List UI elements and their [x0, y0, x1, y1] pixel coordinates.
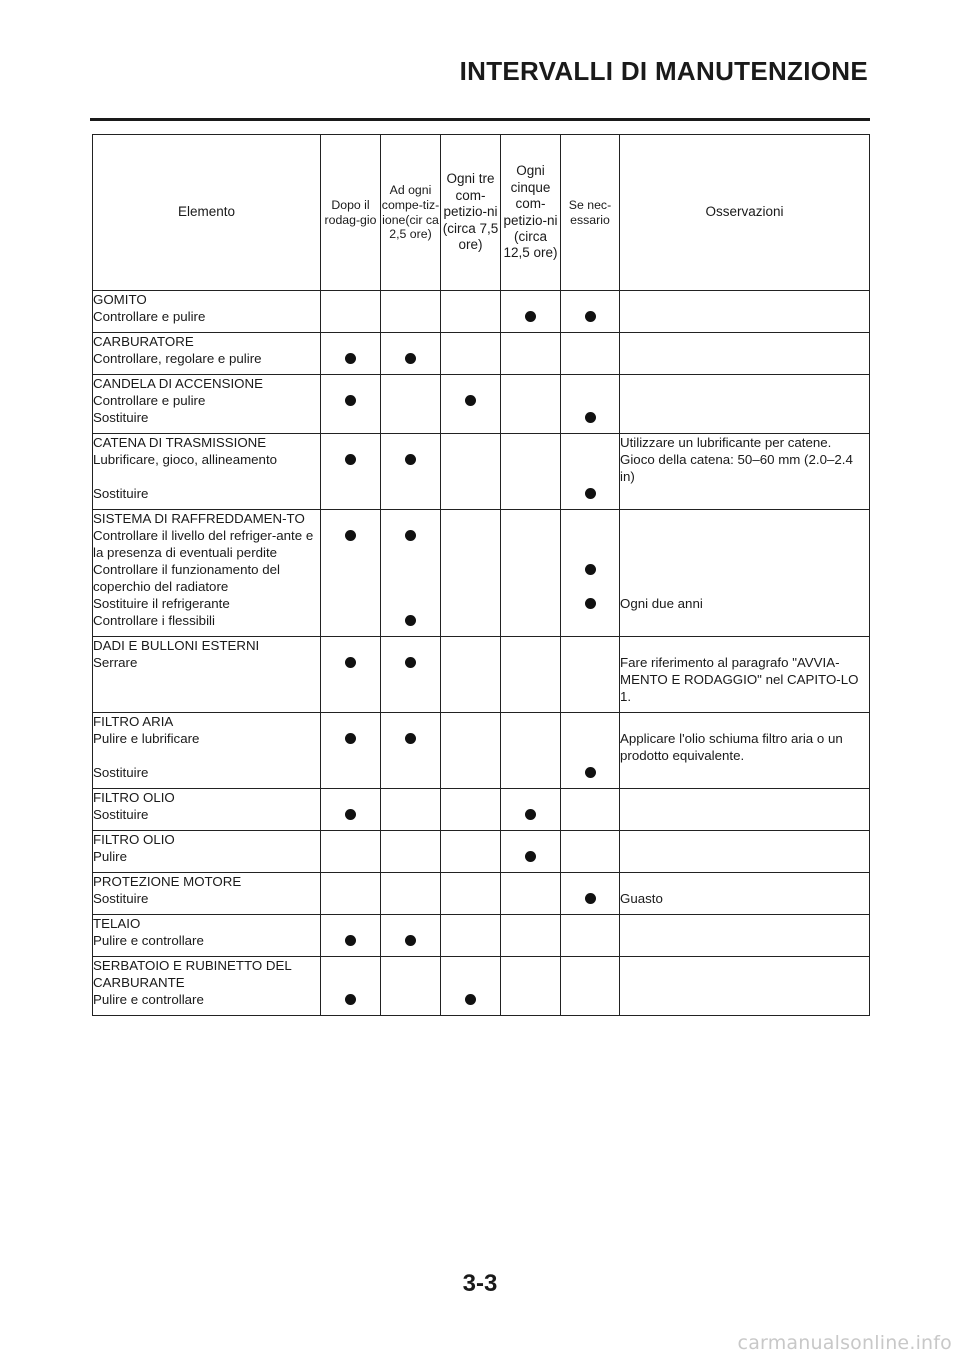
table-row: [93, 485, 870, 510]
bullet-dot-icon: [345, 994, 356, 1005]
item-label: Sostituire il refrigerante: [93, 595, 321, 612]
group-note: [620, 831, 870, 849]
group-header-row: [93, 637, 870, 655]
empty-cell: [501, 510, 561, 528]
table-group: [93, 291, 870, 333]
bullet-dot-icon: [345, 657, 356, 668]
group-name: PROTEZIONE MOTORE: [93, 873, 321, 891]
item-label: Controllare, regolare e pulire: [93, 350, 321, 375]
group-note: [620, 915, 870, 933]
table-group: [93, 637, 870, 713]
page-title: INTERVALLI DI MANUTENZIONE: [459, 56, 868, 86]
table-group: [93, 831, 870, 873]
bullet-dot-icon: [585, 488, 596, 499]
item-note: [620, 848, 870, 873]
interval-cell: [501, 561, 561, 595]
bullet-dot-icon: [585, 311, 596, 322]
header-element: Elemento: [93, 135, 321, 291]
interval-cell: [321, 451, 381, 485]
table-row: [93, 730, 870, 764]
empty-cell: [321, 713, 381, 731]
group-note: [620, 789, 870, 807]
empty-cell: [321, 333, 381, 351]
interval-cell: [501, 485, 561, 510]
empty-cell: [381, 831, 441, 849]
empty-cell: [441, 873, 501, 891]
table-group: [93, 333, 870, 375]
item-label: Serrare: [93, 654, 321, 713]
table-row: [93, 451, 870, 485]
interval-cell: [501, 595, 561, 612]
group-header-row: [93, 713, 870, 731]
item-note: Ogni due anni: [620, 595, 870, 612]
empty-cell: [321, 510, 381, 528]
empty-cell: [501, 333, 561, 351]
interval-cell: [321, 848, 381, 873]
interval-cell: [441, 890, 501, 915]
interval-cell: [561, 561, 620, 595]
interval-cell: [321, 392, 381, 409]
bullet-dot-icon: [405, 733, 416, 744]
empty-cell: [381, 333, 441, 351]
interval-cell: [381, 764, 441, 789]
group-note: [620, 375, 870, 393]
interval-cell: [561, 409, 620, 434]
item-note: [620, 561, 870, 595]
interval-cell: [561, 848, 620, 873]
header-break-in: Dopo il rodag-gio: [321, 135, 381, 291]
bullet-dot-icon: [345, 935, 356, 946]
bullet-dot-icon: [585, 564, 596, 575]
bullet-dot-icon: [405, 530, 416, 541]
header-remarks: Osservazioni: [620, 135, 870, 291]
table-row: [93, 654, 870, 713]
item-label: Sostituire: [93, 806, 321, 831]
interval-cell: [381, 932, 441, 957]
interval-cell: [561, 991, 620, 1016]
interval-cell: [561, 595, 620, 612]
item-note: [620, 308, 870, 333]
empty-cell: [381, 637, 441, 655]
interval-cell: [441, 991, 501, 1016]
table-row: [93, 527, 870, 561]
group-name: CATENA DI TRASMISSIONE: [93, 434, 321, 452]
interval-cell: [441, 730, 501, 764]
group-header-row: [93, 831, 870, 849]
item-note: [620, 392, 870, 409]
table-group: [93, 510, 870, 637]
item-label: Pulire: [93, 848, 321, 873]
empty-cell: [501, 637, 561, 655]
bullet-dot-icon: [345, 809, 356, 820]
group-name: TELAIO: [93, 915, 321, 933]
empty-cell: [441, 957, 501, 992]
interval-cell: [381, 730, 441, 764]
empty-cell: [381, 873, 441, 891]
empty-cell: [561, 831, 620, 849]
empty-cell: [381, 957, 441, 992]
interval-cell: [321, 595, 381, 612]
item-note: [620, 485, 870, 510]
interval-cell: [561, 485, 620, 510]
table-group: [93, 957, 870, 1016]
interval-cell: [381, 409, 441, 434]
group-name: FILTRO ARIA: [93, 713, 321, 731]
interval-cell: [501, 806, 561, 831]
header-row: [93, 135, 870, 291]
interval-cell: [561, 932, 620, 957]
group-header-row: [93, 510, 870, 528]
item-note: [620, 527, 870, 561]
item-label: Sostituire: [93, 890, 321, 915]
interval-cell: [441, 527, 501, 561]
empty-cell: [561, 873, 620, 891]
interval-cell: [441, 485, 501, 510]
interval-cell: [381, 654, 441, 713]
item-note: [620, 409, 870, 434]
empty-cell: [321, 637, 381, 655]
interval-cell: [501, 392, 561, 409]
group-note: [620, 957, 870, 992]
bullet-dot-icon: [525, 851, 536, 862]
bullet-dot-icon: [345, 733, 356, 744]
watermark: carmanualsonline.info: [737, 1332, 952, 1354]
interval-cell: [381, 890, 441, 915]
interval-cell: [381, 848, 441, 873]
empty-cell: [561, 713, 620, 731]
bullet-dot-icon: [525, 809, 536, 820]
empty-cell: [561, 333, 620, 351]
interval-cell: [561, 806, 620, 831]
bullet-dot-icon: [465, 395, 476, 406]
table-row: [93, 806, 870, 831]
group-header-row: [93, 291, 870, 309]
interval-cell: [561, 612, 620, 637]
empty-cell: [441, 434, 501, 452]
group-header-row: [93, 873, 870, 891]
empty-cell: [441, 789, 501, 807]
bullet-dot-icon: [405, 353, 416, 364]
group-header-row: [93, 789, 870, 807]
empty-cell: [381, 713, 441, 731]
interval-cell: [561, 764, 620, 789]
group-name: CARBURATORE: [93, 333, 321, 351]
table-row: [93, 392, 870, 409]
item-label: Controllare e pulire: [93, 308, 321, 333]
item-label: Pulire e lubrificare: [93, 730, 321, 764]
bullet-dot-icon: [345, 530, 356, 541]
interval-cell: [501, 451, 561, 485]
empty-cell: [501, 434, 561, 452]
table-group: [93, 375, 870, 434]
interval-cell: [441, 764, 501, 789]
interval-cell: [561, 451, 620, 485]
empty-cell: [321, 873, 381, 891]
interval-cell: [561, 730, 620, 764]
item-note: [620, 991, 870, 1016]
empty-cell: [561, 375, 620, 393]
empty-cell: [561, 291, 620, 309]
interval-cell: [561, 654, 620, 713]
empty-cell: [441, 713, 501, 731]
group-note: Utilizzare un lubrificante per catene.: [620, 434, 870, 452]
table-row: [93, 848, 870, 873]
empty-cell: [501, 831, 561, 849]
interval-cell: [441, 451, 501, 485]
table-row: [93, 932, 870, 957]
item-note: [620, 932, 870, 957]
interval-cell: [381, 308, 441, 333]
interval-cell: [321, 806, 381, 831]
group-name: GOMITO: [93, 291, 321, 309]
interval-cell: [561, 890, 620, 915]
bullet-dot-icon: [345, 353, 356, 364]
empty-cell: [501, 789, 561, 807]
interval-cell: [501, 654, 561, 713]
table-row: [93, 595, 870, 612]
empty-cell: [441, 510, 501, 528]
item-label: Controllare e pulire: [93, 392, 321, 409]
interval-cell: [441, 654, 501, 713]
interval-cell: [441, 409, 501, 434]
interval-cell: [321, 308, 381, 333]
interval-cell: [441, 806, 501, 831]
empty-cell: [561, 510, 620, 528]
interval-cell: [441, 392, 501, 409]
empty-cell: [501, 915, 561, 933]
empty-cell: [501, 375, 561, 393]
interval-cell: [381, 451, 441, 485]
interval-cell: [321, 932, 381, 957]
group-header-row: [93, 375, 870, 393]
bullet-dot-icon: [405, 657, 416, 668]
interval-cell: [501, 991, 561, 1016]
empty-cell: [501, 291, 561, 309]
item-note: [620, 350, 870, 375]
header-as-needed: Se nec-essario: [561, 135, 620, 291]
group-header-row: [93, 434, 870, 452]
table-group: [93, 713, 870, 789]
bullet-dot-icon: [405, 615, 416, 626]
item-label: Pulire e controllare: [93, 932, 321, 957]
table-row: [93, 764, 870, 789]
bullet-dot-icon: [585, 767, 596, 778]
interval-cell: [561, 350, 620, 375]
item-note: Guasto: [620, 890, 870, 915]
empty-cell: [441, 637, 501, 655]
item-note: Applicare l'olio schiuma filtro aria o un prodotto equivalente.: [620, 730, 870, 764]
interval-cell: [441, 350, 501, 375]
item-label: Lubrificare, gioco, allineamento: [93, 451, 321, 485]
group-note: [620, 510, 870, 528]
group-name: FILTRO OLIO: [93, 831, 321, 849]
empty-cell: [321, 375, 381, 393]
empty-cell: [561, 915, 620, 933]
interval-cell: [381, 561, 441, 595]
bullet-dot-icon: [405, 935, 416, 946]
interval-cell: [501, 890, 561, 915]
header-every-three: Ogni tre com-petizio-ni (circa 7,5 ore): [441, 135, 501, 291]
interval-cell: [501, 527, 561, 561]
item-note: Fare riferimento al paragrafo "AVVIA-MENTO E RODAGGIO" nel CAPITO-LO 1.: [620, 654, 870, 713]
table-row: [93, 561, 870, 595]
title-rule: [90, 118, 870, 121]
empty-cell: [501, 713, 561, 731]
interval-cell: [381, 527, 441, 561]
table-row: [93, 308, 870, 333]
table-row: [93, 890, 870, 915]
empty-cell: [321, 957, 381, 992]
header-every-five: Ogni cinque com-petizio-ni (circa 12,5 ore): [501, 135, 561, 291]
interval-cell: [381, 806, 441, 831]
item-label: Sostituire: [93, 409, 321, 434]
empty-cell: [561, 434, 620, 452]
empty-cell: [321, 915, 381, 933]
interval-cell: [441, 932, 501, 957]
empty-cell: [441, 831, 501, 849]
interval-cell: [381, 595, 441, 612]
interval-cell: [321, 890, 381, 915]
interval-cell: [381, 485, 441, 510]
interval-cell: [561, 392, 620, 409]
interval-cell: [321, 561, 381, 595]
interval-cell: [501, 409, 561, 434]
interval-cell: [441, 595, 501, 612]
empty-cell: [381, 510, 441, 528]
interval-cell: [321, 350, 381, 375]
interval-cell: [381, 612, 441, 637]
table-row: [93, 350, 870, 375]
empty-cell: [321, 831, 381, 849]
interval-cell: [441, 612, 501, 637]
interval-cell: [501, 932, 561, 957]
group-name: CANDELA DI ACCENSIONE: [93, 375, 321, 393]
empty-cell: [381, 375, 441, 393]
empty-cell: [501, 873, 561, 891]
table-group: [93, 873, 870, 915]
group-header-row: [93, 915, 870, 933]
group-note: [620, 873, 870, 891]
interval-cell: [381, 392, 441, 409]
group-note: [620, 291, 870, 309]
interval-cell: [321, 485, 381, 510]
interval-cell: [441, 561, 501, 595]
interval-cell: [441, 308, 501, 333]
bullet-dot-icon: [585, 412, 596, 423]
interval-cell: [501, 730, 561, 764]
empty-cell: [441, 915, 501, 933]
bullet-dot-icon: [345, 395, 356, 406]
item-label: Controllare il funzionamento del coperchio del radiatore: [93, 561, 321, 595]
empty-cell: [381, 915, 441, 933]
interval-cell: [501, 612, 561, 637]
item-note: [620, 612, 870, 637]
empty-cell: [321, 789, 381, 807]
table-row: [93, 409, 870, 434]
item-label: Sostituire: [93, 764, 321, 789]
empty-cell: [501, 957, 561, 992]
empty-cell: [381, 789, 441, 807]
item-note: Gioco della catena: 50–60 mm (2.0–2.4 in): [620, 451, 870, 485]
interval-cell: [381, 350, 441, 375]
empty-cell: [321, 291, 381, 309]
group-name: SISTEMA DI RAFFREDDAMEN-TO: [93, 510, 321, 528]
table-row: [93, 991, 870, 1016]
page-number: 3-3: [462, 1270, 498, 1297]
interval-cell: [381, 991, 441, 1016]
empty-cell: [381, 291, 441, 309]
header-every-race: Ad ogni compe-tiz-ione(cir ca 2,5 ore): [381, 135, 441, 291]
group-name: SERBATOIO E RUBINETTO DEL CARBURANTE: [93, 957, 321, 992]
table-group: [93, 434, 870, 510]
group-note: [620, 333, 870, 351]
item-label: Controllare i flessibili: [93, 612, 321, 637]
interval-cell: [501, 764, 561, 789]
table-group: [93, 789, 870, 831]
table-row: [93, 612, 870, 637]
empty-cell: [381, 434, 441, 452]
group-note: [620, 637, 870, 655]
interval-cell: [321, 612, 381, 637]
interval-cell: [561, 308, 620, 333]
group-header-row: [93, 333, 870, 351]
item-label: Sostituire: [93, 485, 321, 510]
group-name: FILTRO OLIO: [93, 789, 321, 807]
empty-cell: [561, 957, 620, 992]
interval-cell: [501, 848, 561, 873]
interval-cell: [321, 764, 381, 789]
interval-cell: [321, 730, 381, 764]
group-name: DADI E BULLONI ESTERNI: [93, 637, 321, 655]
interval-cell: [321, 991, 381, 1016]
bullet-dot-icon: [465, 994, 476, 1005]
table-group: [93, 915, 870, 957]
bullet-dot-icon: [525, 311, 536, 322]
group-note: [620, 713, 870, 731]
group-header-row: [93, 957, 870, 992]
interval-cell: [501, 350, 561, 375]
maintenance-table: [92, 134, 870, 1016]
empty-cell: [561, 789, 620, 807]
item-label: Pulire e controllare: [93, 991, 321, 1016]
interval-cell: [441, 848, 501, 873]
item-note: [620, 806, 870, 831]
empty-cell: [441, 375, 501, 393]
bullet-dot-icon: [585, 893, 596, 904]
bullet-dot-icon: [345, 454, 356, 465]
interval-cell: [561, 527, 620, 561]
bullet-dot-icon: [405, 454, 416, 465]
empty-cell: [441, 291, 501, 309]
bullet-dot-icon: [585, 598, 596, 609]
item-note: [620, 764, 870, 789]
empty-cell: [441, 333, 501, 351]
empty-cell: [561, 637, 620, 655]
interval-cell: [321, 409, 381, 434]
interval-cell: [321, 654, 381, 713]
empty-cell: [321, 434, 381, 452]
interval-cell: [501, 308, 561, 333]
interval-cell: [321, 527, 381, 561]
item-label: Controllare il livello del refriger-ante e la presenza di eventuali perdite: [93, 527, 321, 561]
